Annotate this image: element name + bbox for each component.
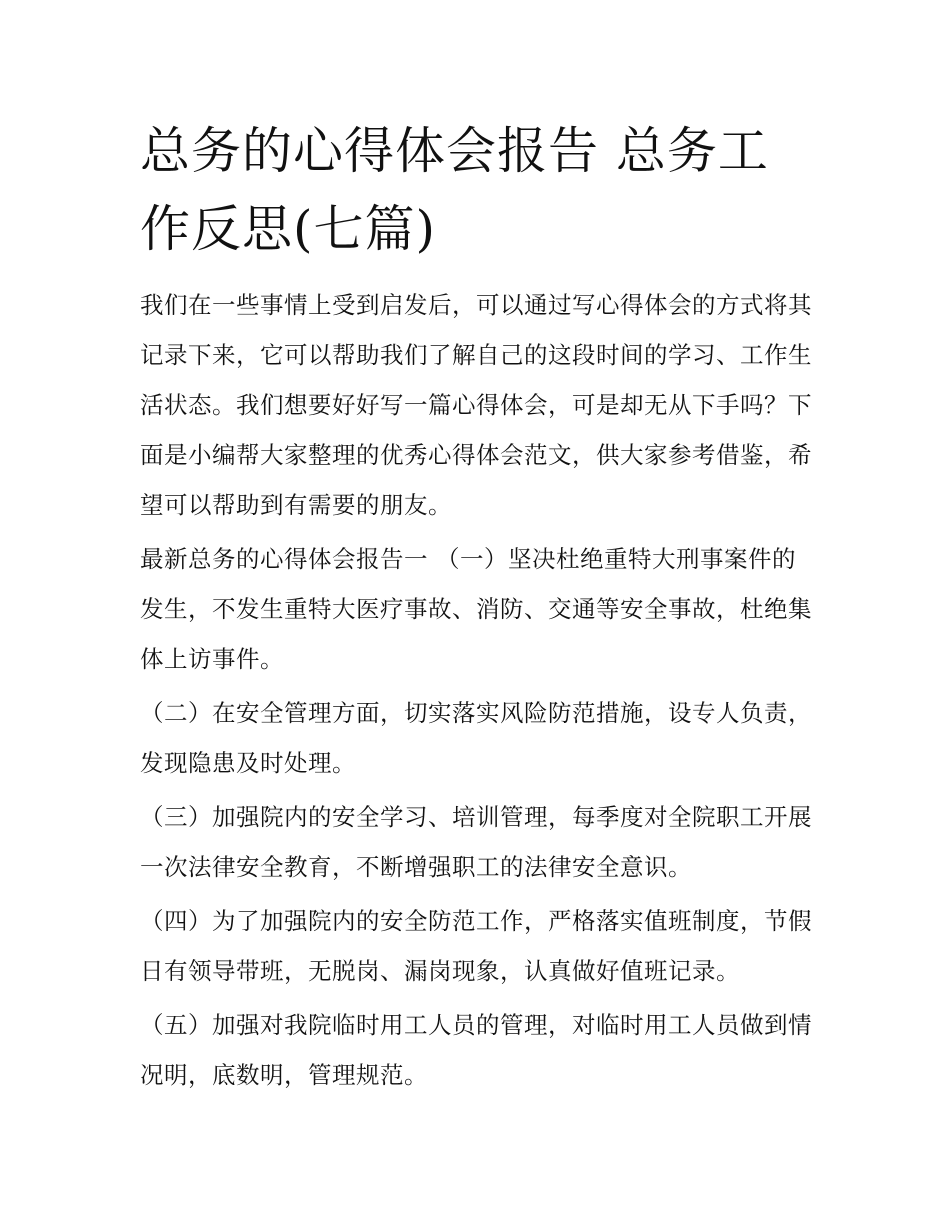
document-title: 总务的心得体会报告 总务工作反思(七篇): [140, 122, 769, 258]
paragraph-section-one: 最新总务的心得体会报告一 （一）坚决杜绝重特大刑事案件的发生，不发生重特大医疗事故、消防、交通等安全事故，杜绝集体上访事件。: [140, 545, 812, 673]
paragraph-item-five: （五）加强对我院临时用工人员的管理，对临时用工人员做到情况明，底数明，管理规范。: [140, 1011, 812, 1089]
paragraph-item-four: （四）为了加强院内的安全防范工作，严格落实值班制度，节假日有领导带班，无脱岗、漏岗现象，认真做好值班记录。: [140, 907, 812, 985]
paragraph-intro: 我们在一些事情上受到启发后，可以通过写心得体会的方式将其记录下来，它可以帮助我们了解自己的这段时间的学习、工作生活状态。我们想要好好写一篇心得体会，可是却无从下手吗？下面是小编帮大家整理的优秀心得体会范文，供大家参考借鉴，希望可以帮助到有需要的朋友。: [140, 291, 812, 519]
document-body: [140, 280, 812, 1100]
paragraph-item-two: （二）在安全管理方面，切实落实风险防范措施，设专人负责，发现隐患及时处理。: [140, 699, 812, 777]
document-page: [140, 112, 812, 1104]
paragraph-item-three: （三）加强院内的安全学习、培训管理，每季度对全院职工开展一次法律安全教育，不断增强职工的法律安全意识。: [140, 803, 812, 881]
